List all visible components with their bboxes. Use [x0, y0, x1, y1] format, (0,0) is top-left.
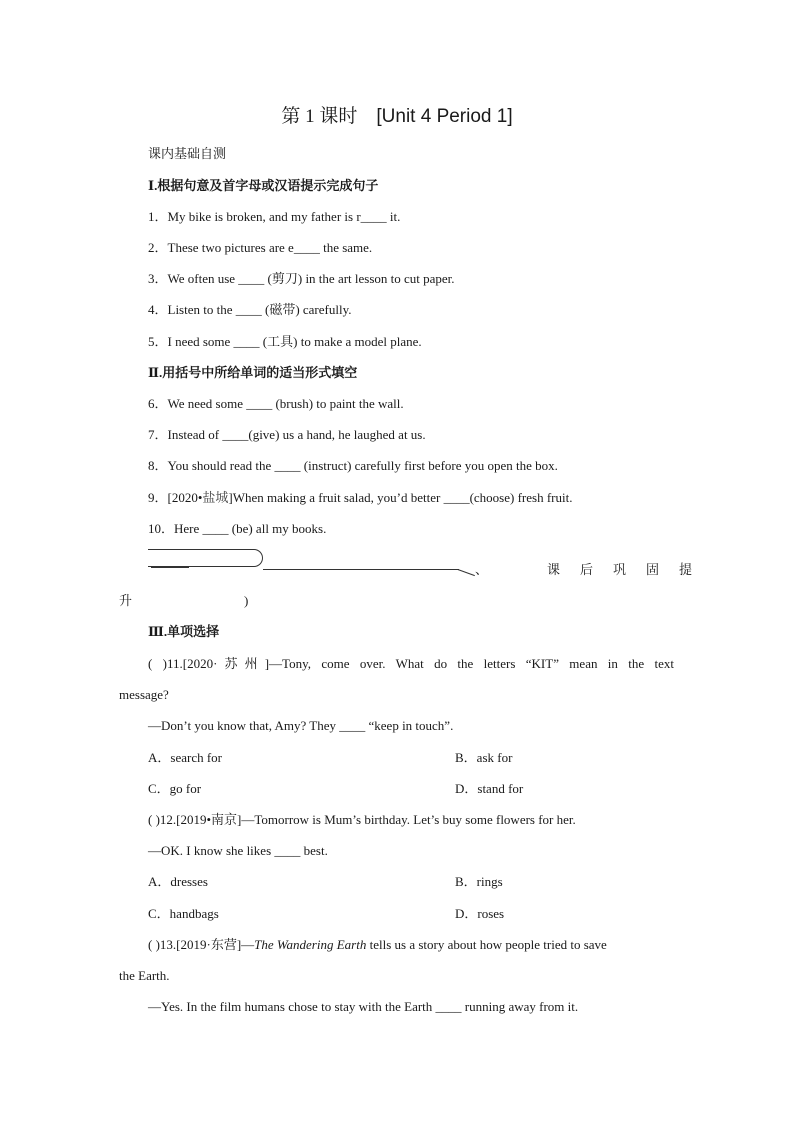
- q11-line1: ( )11.[2020·苏州]—Tony, come over. What do the letters “KIT” mean in the text: [148, 656, 674, 671]
- q12-line2: —OK. I know she likes ____ best.: [148, 843, 328, 858]
- section-divider-line: [263, 569, 459, 570]
- q13-film-title: The Wandering Earth: [254, 937, 367, 952]
- q9-num: 9．[2020: [148, 490, 198, 505]
- section-divider-slant: [458, 569, 475, 576]
- question-item: 4．Listen to the ____ (磁带) carefully.: [148, 302, 352, 317]
- option-b: B．ask for: [455, 750, 513, 765]
- question-item: 8．You should read the ____ (instruct) carefully first before you open the box.: [148, 458, 558, 473]
- q11-line2: message?: [119, 687, 169, 702]
- part3-heading: Ⅲ.单项选择: [148, 624, 220, 639]
- page-title: [0, 106, 794, 128]
- section2-header-wrap: 升: [119, 593, 133, 608]
- section-tab-underline: [151, 567, 189, 568]
- option-c: C．go for: [148, 781, 202, 796]
- option-d: D．roses: [455, 906, 505, 921]
- question-item: 3．We often use ____ (剪刀) in the art lesson to cut paper.: [148, 271, 455, 286]
- title-cn: 第 1 课时: [281, 106, 358, 127]
- q13-prefix: ( )13.[2019·东营]—: [148, 937, 255, 952]
- question-item: 6．We need some ____ (brush) to paint the wall.: [148, 396, 404, 411]
- question-item: [148, 490, 572, 506]
- q11-line3: —Don’t you know that, Amy? They ____ “keep in touch”.: [148, 718, 454, 733]
- q13-line1: [148, 937, 607, 953]
- q9-source: 盐城: [202, 490, 229, 505]
- part1-heading: Ⅰ.根据句意及首字母或汉语提示完成句子: [148, 178, 379, 193]
- part2-heading: Ⅱ.用括号中所给单词的适当形式填空: [148, 365, 358, 380]
- section2-header: 课后巩固提: [547, 562, 713, 577]
- option-a: A．dresses: [148, 874, 208, 889]
- section2-comma: 、: [475, 562, 489, 577]
- title-en: [Unit 4 Period 1]: [376, 106, 513, 127]
- question-item: 1．My bike is broken, and my father is r____ it.: [148, 209, 401, 224]
- q9-dot: •: [197, 490, 203, 505]
- question-item: 7．Instead of ____(give) us a hand, he laughed at us.: [148, 427, 426, 442]
- question-item: 5．I need some ____ (工具) to make a model plane.: [148, 334, 422, 349]
- q13-rest: tells us a story about how people tried to save: [366, 937, 607, 952]
- q12-line1: ( )12.[2019•南京]—Tomorrow is Mum’s birthday. Let’s buy some flowers for her.: [148, 812, 576, 827]
- q9-text: ]When making a fruit salad, you’d better ____(choose) fresh fruit.: [228, 490, 573, 505]
- option-c: C．handbags: [148, 906, 219, 921]
- q13-line3: —Yes. In the film humans chose to stay with the Earth ____ running away from it.: [148, 999, 579, 1014]
- section-tab-shape: [148, 549, 263, 567]
- option-b: B．rings: [455, 874, 503, 889]
- option-d: D．stand for: [455, 781, 524, 796]
- option-a: A．search for: [148, 750, 222, 765]
- q13-line2: the Earth.: [119, 968, 170, 983]
- question-item: 10．Here ____ (be) all my books.: [148, 521, 327, 536]
- section2-header-close: ): [244, 593, 249, 608]
- question-item: 2．These two pictures are e____ the same.: [148, 240, 373, 255]
- section-header-in-class: 课内基础自测: [148, 146, 227, 161]
